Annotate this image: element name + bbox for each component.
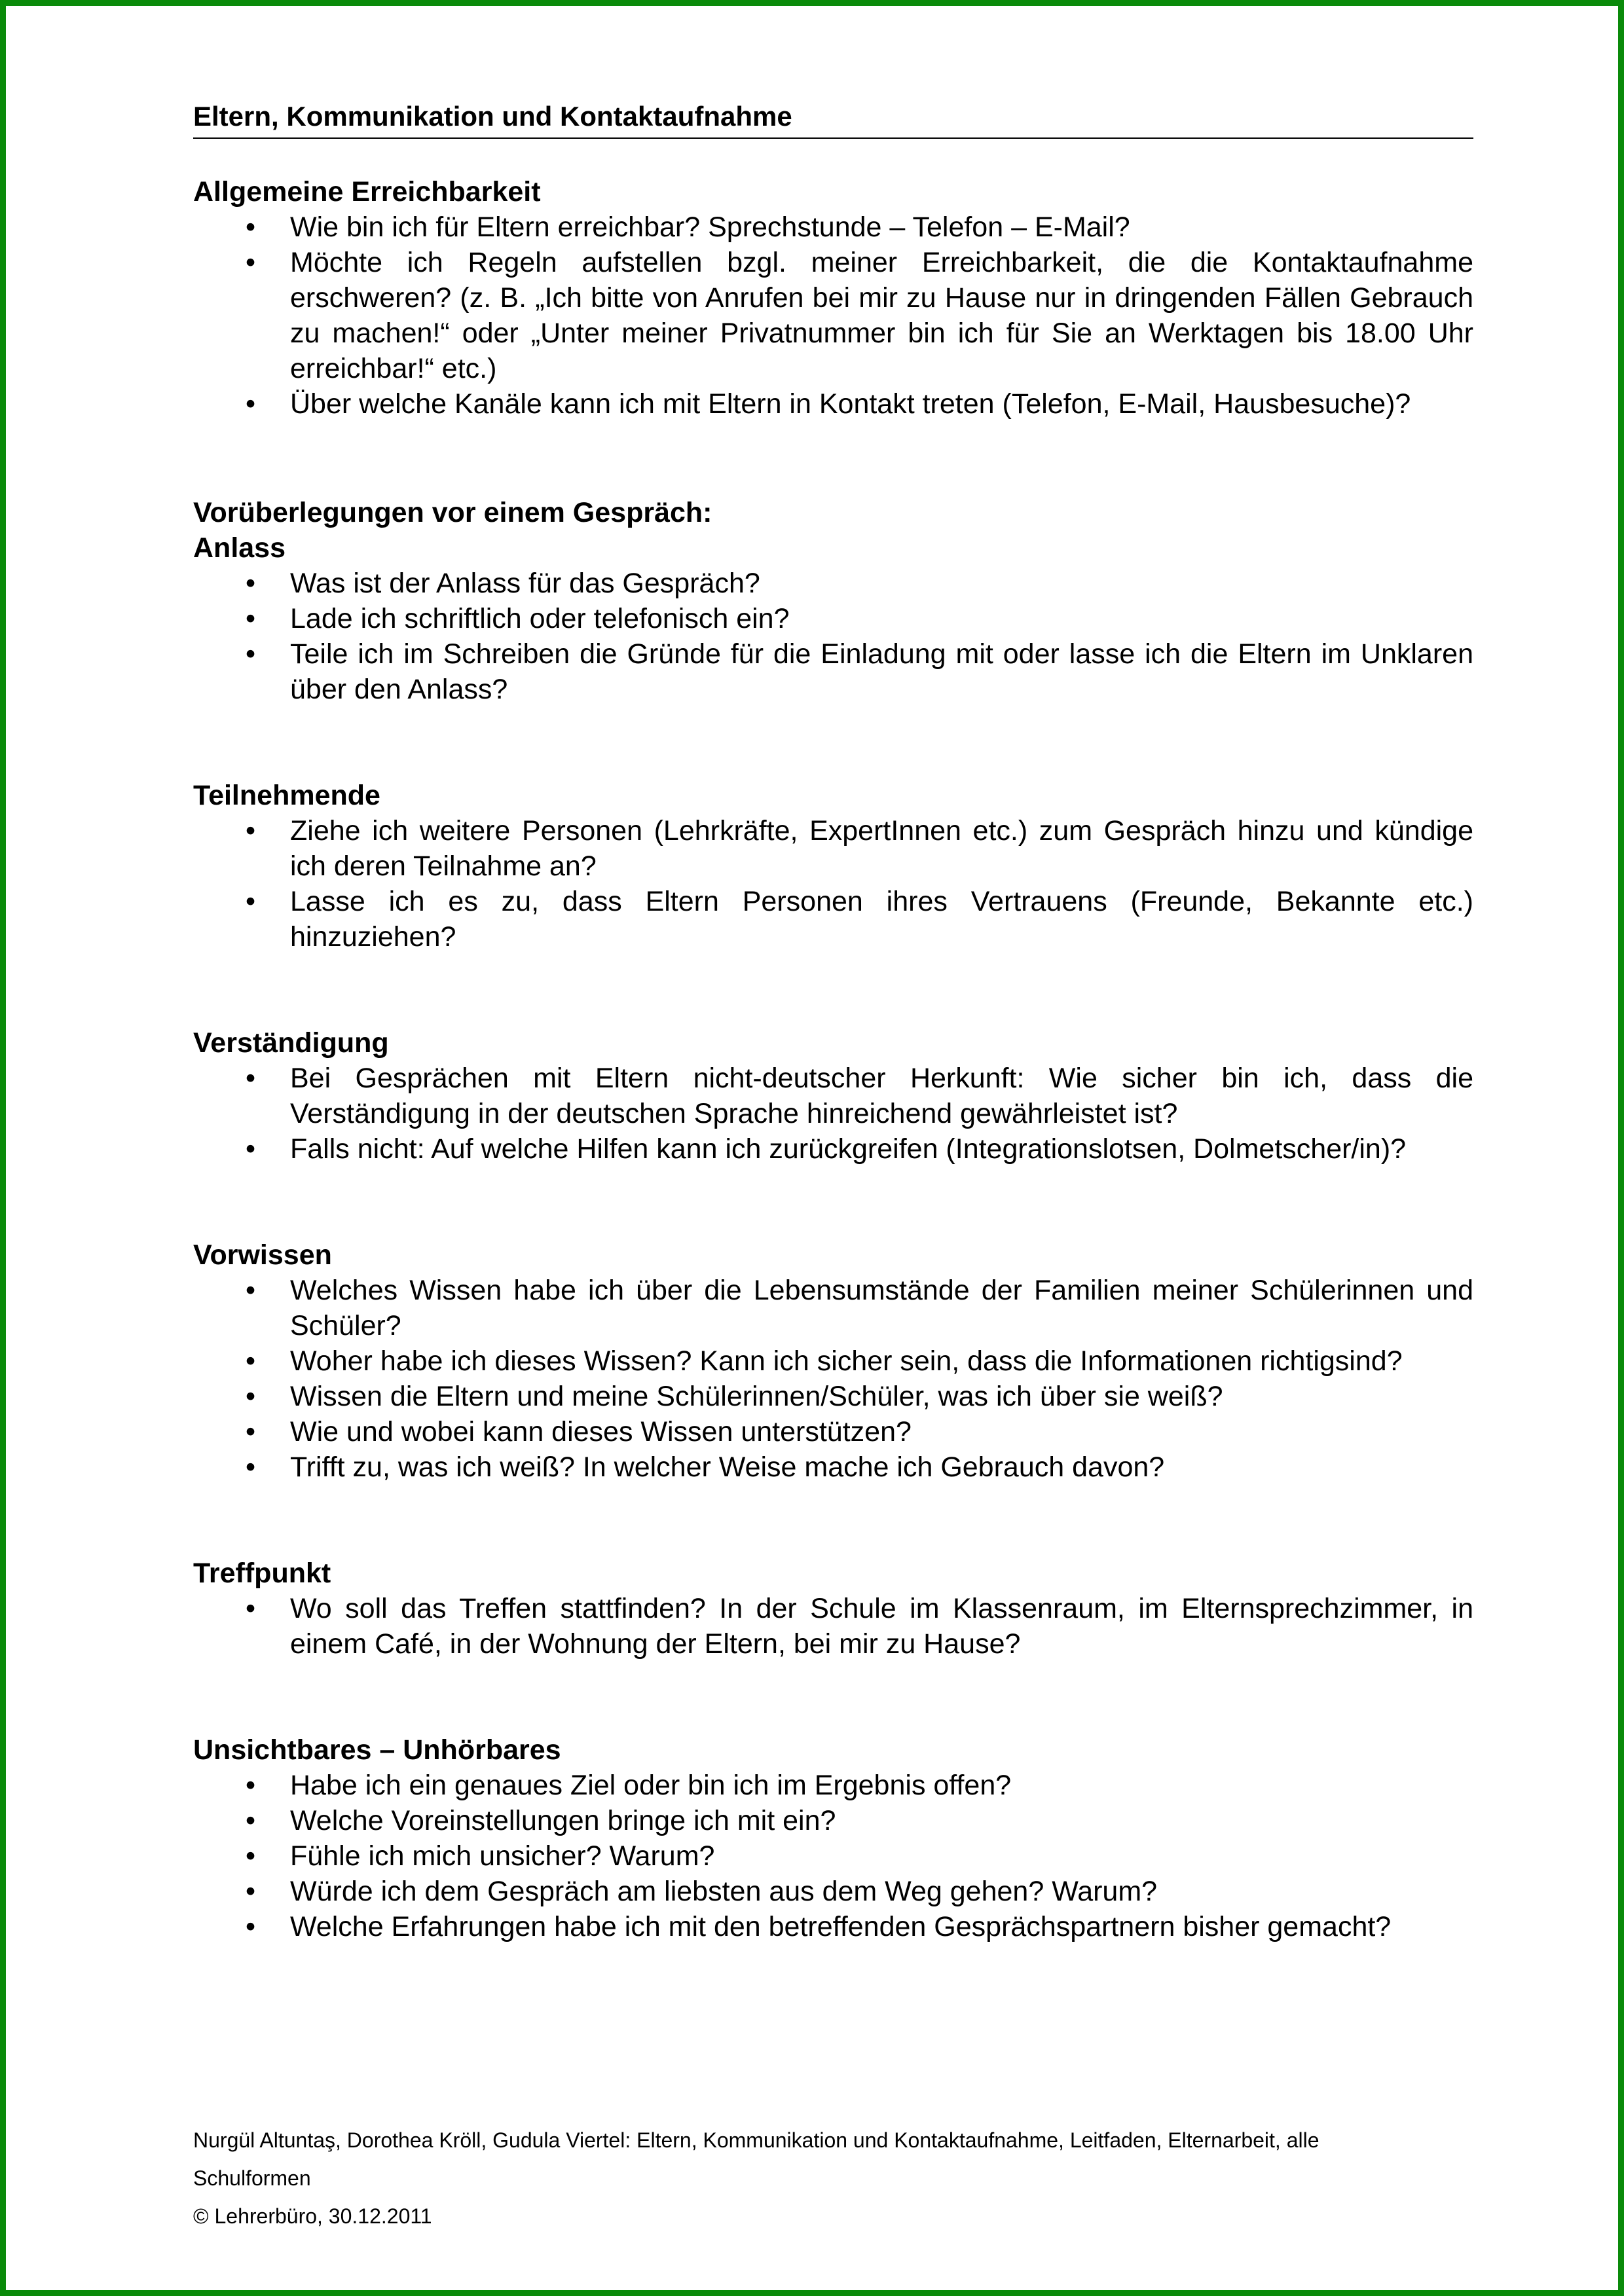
list-item: • Wie bin ich für Eltern erreichbar? Sprechstunde – Telefon – E-Mail? — [193, 210, 1473, 245]
bullet-icon: • — [246, 1451, 256, 1483]
bullet-icon: • — [246, 1275, 256, 1306]
bullet-icon: • — [246, 1770, 256, 1801]
bullet-list — [193, 1061, 1473, 1167]
document-title: Eltern, Kommunikation und Kontaktaufnahme — [193, 97, 1473, 139]
bullet-icon: • — [246, 1416, 256, 1448]
section-heading: Anlass — [193, 532, 286, 564]
section-heading: Allgemeine Erreichbarkeit — [193, 176, 541, 208]
section-verstaendigung — [193, 1025, 1473, 1167]
bullet-icon: • — [246, 1063, 256, 1094]
list-item: • Welche Voreinstellungen bringe ich mit ein? — [193, 1803, 1473, 1838]
bullet-icon: • — [246, 603, 256, 634]
footer-citation: Nurgül Altuntaş, Dorothea Kröll, Gudula Viertel: Eltern, Kommunikation und Kontaktaufnahme, Leitfaden, Elternarbeit, alle Schulformen — [193, 2128, 1320, 2190]
bullet-icon: • — [246, 247, 256, 278]
bullet-icon: • — [246, 1840, 256, 1872]
list-item: • Bei Gesprächen mit Eltern nicht-deutscher Herkunft: Wie sicher bin ich, dass die Verständigung in der deutschen Sprache hinreichend gewährleistet ist? — [193, 1061, 1473, 1131]
bullet-list — [193, 566, 1473, 707]
bullet-list — [193, 1273, 1473, 1485]
bullet-list — [193, 813, 1473, 955]
list-item: • Über welche Kanäle kann ich mit Eltern in Kontakt treten (Telefon, E-Mail, Hausbesuche)? — [193, 386, 1473, 422]
list-item: • Fühle ich mich unsicher? Warum? — [193, 1838, 1473, 1874]
list-item: • Welche Erfahrungen habe ich mit den betreffenden Gesprächspartnern bisher gemacht? — [193, 1909, 1473, 1944]
bullet-icon: • — [246, 1805, 256, 1836]
bullet-icon: • — [246, 1911, 256, 1942]
section-unsichtbares-unhoerbares — [193, 1732, 1473, 1944]
section-heading: Treffpunkt — [193, 1558, 331, 1589]
list-item: • Was ist der Anlass für das Gespräch? — [193, 566, 1473, 601]
bullet-icon: • — [246, 886, 256, 917]
list-item: • Wie und wobei kann dieses Wissen unterstützen? — [193, 1414, 1473, 1449]
list-item: • Möchte ich Regeln aufstellen bzgl. meiner Erreichbarkeit, die die Kontaktaufnahme erschweren? (z. B. „Ich bitte von Anrufen bei mir zu Hause nur in dringenden Fällen Gebrauch zu machen!“ oder „Unter meiner Privatnummer bin ich für Sie an Werktagen bis 18.00 Uhr erreichbar!“ etc.) — [193, 245, 1473, 386]
list-item: • Trifft zu, was ich weiß? In welcher Weise mache ich Gebrauch davon? — [193, 1449, 1473, 1485]
section-anlass — [193, 495, 1473, 707]
list-item: • Woher habe ich dieses Wissen? Kann ich sicher sein, dass die Informationen richtigsind? — [193, 1343, 1473, 1379]
list-item: • Lade ich schriftlich oder telefonisch ein? — [193, 601, 1473, 636]
bullet-icon: • — [246, 1381, 256, 1412]
bullet-list — [193, 1768, 1473, 1944]
bullet-icon: • — [246, 815, 256, 847]
bullet-icon: • — [246, 568, 256, 599]
section-treffpunkt — [193, 1556, 1473, 1662]
list-item: • Wo soll das Treffen stattfinden? In der Schule im Klassenraum, im Elternsprechzimmer, in einem Café, in der Wohnung der Eltern, bei mir zu Hause? — [193, 1591, 1473, 1662]
list-item: • Habe ich ein genaues Ziel oder bin ich im Ergebnis offen? — [193, 1768, 1473, 1803]
section-heading: Vorwissen — [193, 1239, 332, 1271]
section-heading: Verständigung — [193, 1027, 389, 1059]
bullet-list — [193, 1591, 1473, 1662]
list-item: • Falls nicht: Auf welche Hilfen kann ich zurückgreifen (Integrationslotsen, Dolmetscher/in)? — [193, 1131, 1473, 1167]
document-body — [193, 97, 1473, 1944]
footer-copyright: © Lehrerbüro, 30.12.2011 — [193, 2204, 432, 2228]
bullet-icon: • — [246, 211, 256, 243]
document-footer — [193, 2121, 1437, 2235]
bullet-icon: • — [246, 1133, 256, 1165]
list-item: • Würde ich dem Gespräch am liebsten aus dem Weg gehen? Warum? — [193, 1874, 1473, 1909]
bullet-icon: • — [246, 1876, 256, 1907]
bullet-icon: • — [246, 1345, 256, 1377]
bullet-icon: • — [246, 1593, 256, 1624]
bullet-list — [193, 210, 1473, 422]
list-item: • Teile ich im Schreiben die Gründe für die Einladung mit oder lasse ich die Eltern im Unklaren über den Anlass? — [193, 636, 1473, 707]
section-heading: Teilnehmende — [193, 780, 380, 811]
section-vorwissen — [193, 1237, 1473, 1485]
list-item: • Wissen die Eltern und meine Schülerinnen/Schüler, was ich über sie weiß? — [193, 1379, 1473, 1414]
list-item: • Welches Wissen habe ich über die Lebensumstände der Familien meiner Schülerinnen und Schüler? — [193, 1273, 1473, 1343]
section-pretitle: Vorüberlegungen vor einem Gespräch: — [193, 497, 712, 528]
section-allgemeine-erreichbarkeit — [193, 174, 1473, 422]
bullet-icon: • — [246, 638, 256, 670]
list-item: • Lasse ich es zu, dass Eltern Personen ihres Vertrauens (Freunde, Bekannte etc.) hinzuziehen? — [193, 884, 1473, 955]
list-item: • Ziehe ich weitere Personen (Lehrkräfte, ExpertInnen etc.) zum Gespräch hinzu und kündige ich deren Teilnahme an? — [193, 813, 1473, 884]
section-teilnehmende — [193, 778, 1473, 955]
section-heading: Unsichtbares – Unhörbares — [193, 1734, 561, 1766]
bullet-icon: • — [246, 388, 256, 420]
